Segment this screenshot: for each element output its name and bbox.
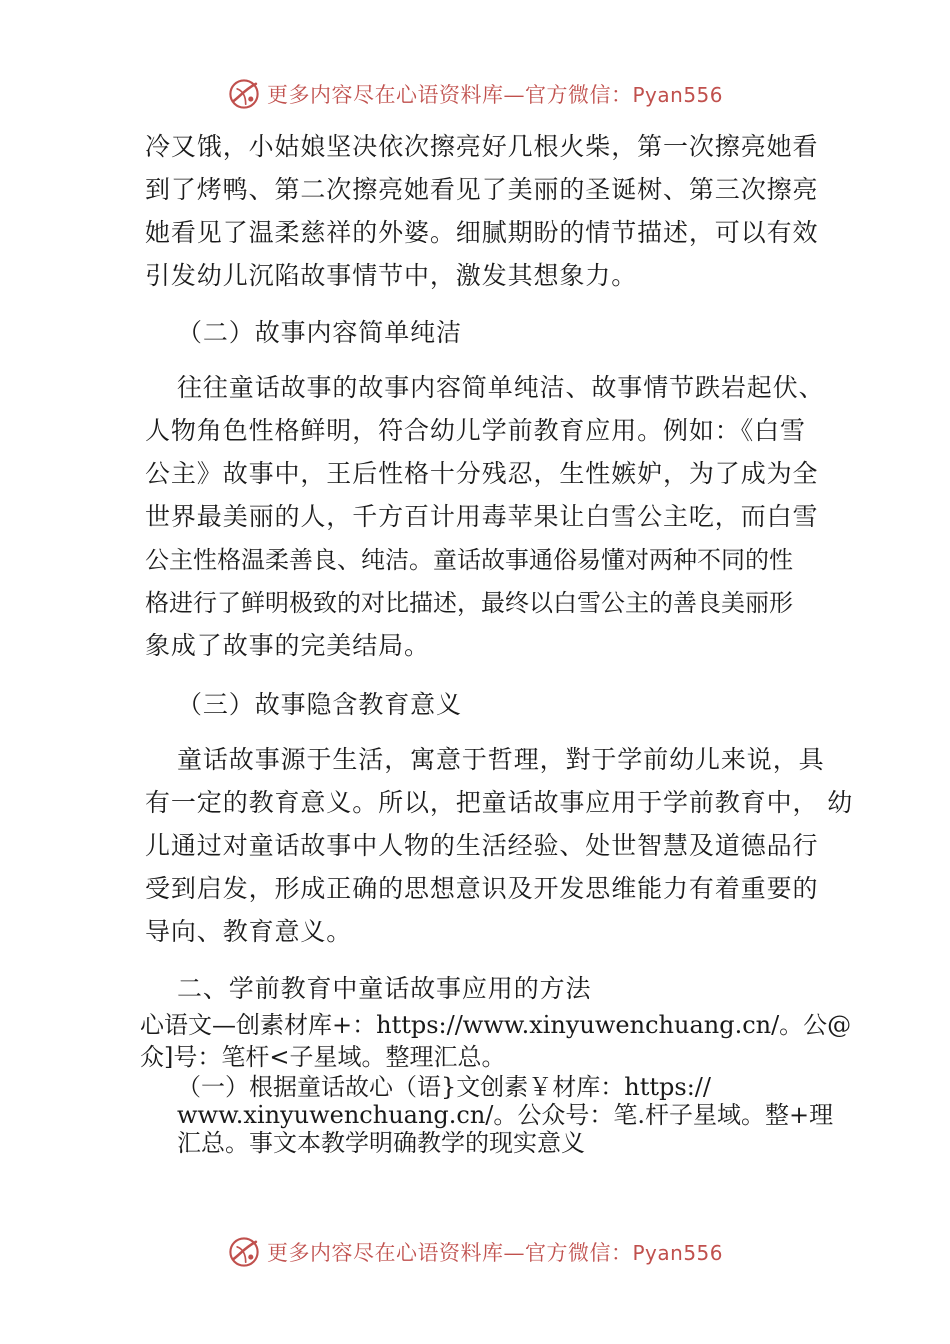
header-banner-cn: 更多内容尽在心语资料库—官方微信：	[266, 83, 633, 107]
brand-logo-icon	[227, 1235, 261, 1269]
text-line: 受到启发，形成正确的思想意识及开发思维能力有着重要的	[145, 874, 819, 903]
text-line: 儿通过对童话故事中人物的生活经验、处世智慧及道德品行	[145, 831, 819, 860]
text-line: 往往童话故事的故事内容简单纯洁、故事情节跌岩起伏、	[177, 373, 825, 402]
section-heading: （三）故事隐含教育意义	[177, 690, 462, 719]
text-line: www.xinyuwenchuang.cn/。公众号：笔.杆子星域。整+理	[177, 1101, 834, 1129]
header-banner-wechat-id: Pyan556	[632, 83, 723, 107]
text-line: 心语文—创素材库+：https://www.xinyuwenchuang.cn/。公@	[140, 1011, 852, 1039]
text-line: 公主性格温柔善良、纯洁。童话故事通俗易懂对两种不同的性	[145, 546, 793, 574]
text-line: 导向、教育意义。	[145, 917, 353, 946]
text-line: 格进行了鲜明极致的对比描述，最终以白雪公主的善良美丽形	[145, 589, 793, 617]
footer-banner-wechat-id: Pyan556	[632, 1241, 723, 1265]
text-line: 童话故事源于生活，寓意于哲理，對于学前幼儿来说，具	[177, 745, 825, 774]
section-heading: （二）故事内容简单纯洁	[177, 318, 462, 347]
text-line: 到了烤鸭、第二次擦亮她看见了美丽的圣诞树、第三次擦亮	[145, 175, 819, 204]
text-line: 世界最美丽的人，千方百计用毒苹果让白雪公主吃，而白雪	[145, 502, 819, 531]
text-line: 人物角色性格鲜明，符合幼儿学前教育应用。例如：《白雪	[145, 416, 806, 445]
text-line: 汇总。事文本教学明确教学的现实意义	[177, 1129, 585, 1157]
text-line: （一）根据童话故心（语}文创素￥材库：https://	[177, 1073, 711, 1101]
text-line: 她看见了温柔慈祥的外婆。细腻期盼的情节描述，可以有效	[145, 218, 819, 247]
text-line: 公主》故事中，王后性格十分残忍，生性嫉妒，为了成为全	[145, 459, 819, 488]
text-line: 象成了故事的完美结局。	[145, 631, 430, 660]
text-line: 众]号：笔杆<子星域。整理汇总。	[140, 1043, 506, 1071]
section-heading: 二、学前教育中童话故事应用的方法	[177, 974, 592, 1003]
text-line: 有一定的教育意义。所以，把童话故事应用于学前教育中， 幼	[145, 788, 854, 817]
footer-banner-cn: 更多内容尽在心语资料库—官方微信：	[266, 1241, 633, 1265]
text-line: 引发幼儿沉陷故事情节中，激发其想象力。	[145, 261, 638, 290]
text-line: 冷又饿，小姑娘坚决依次擦亮好几根火柴，第一次擦亮她看	[145, 132, 819, 161]
footer-banner	[0, 1230, 950, 1274]
footer-banner-text	[267, 1237, 723, 1267]
